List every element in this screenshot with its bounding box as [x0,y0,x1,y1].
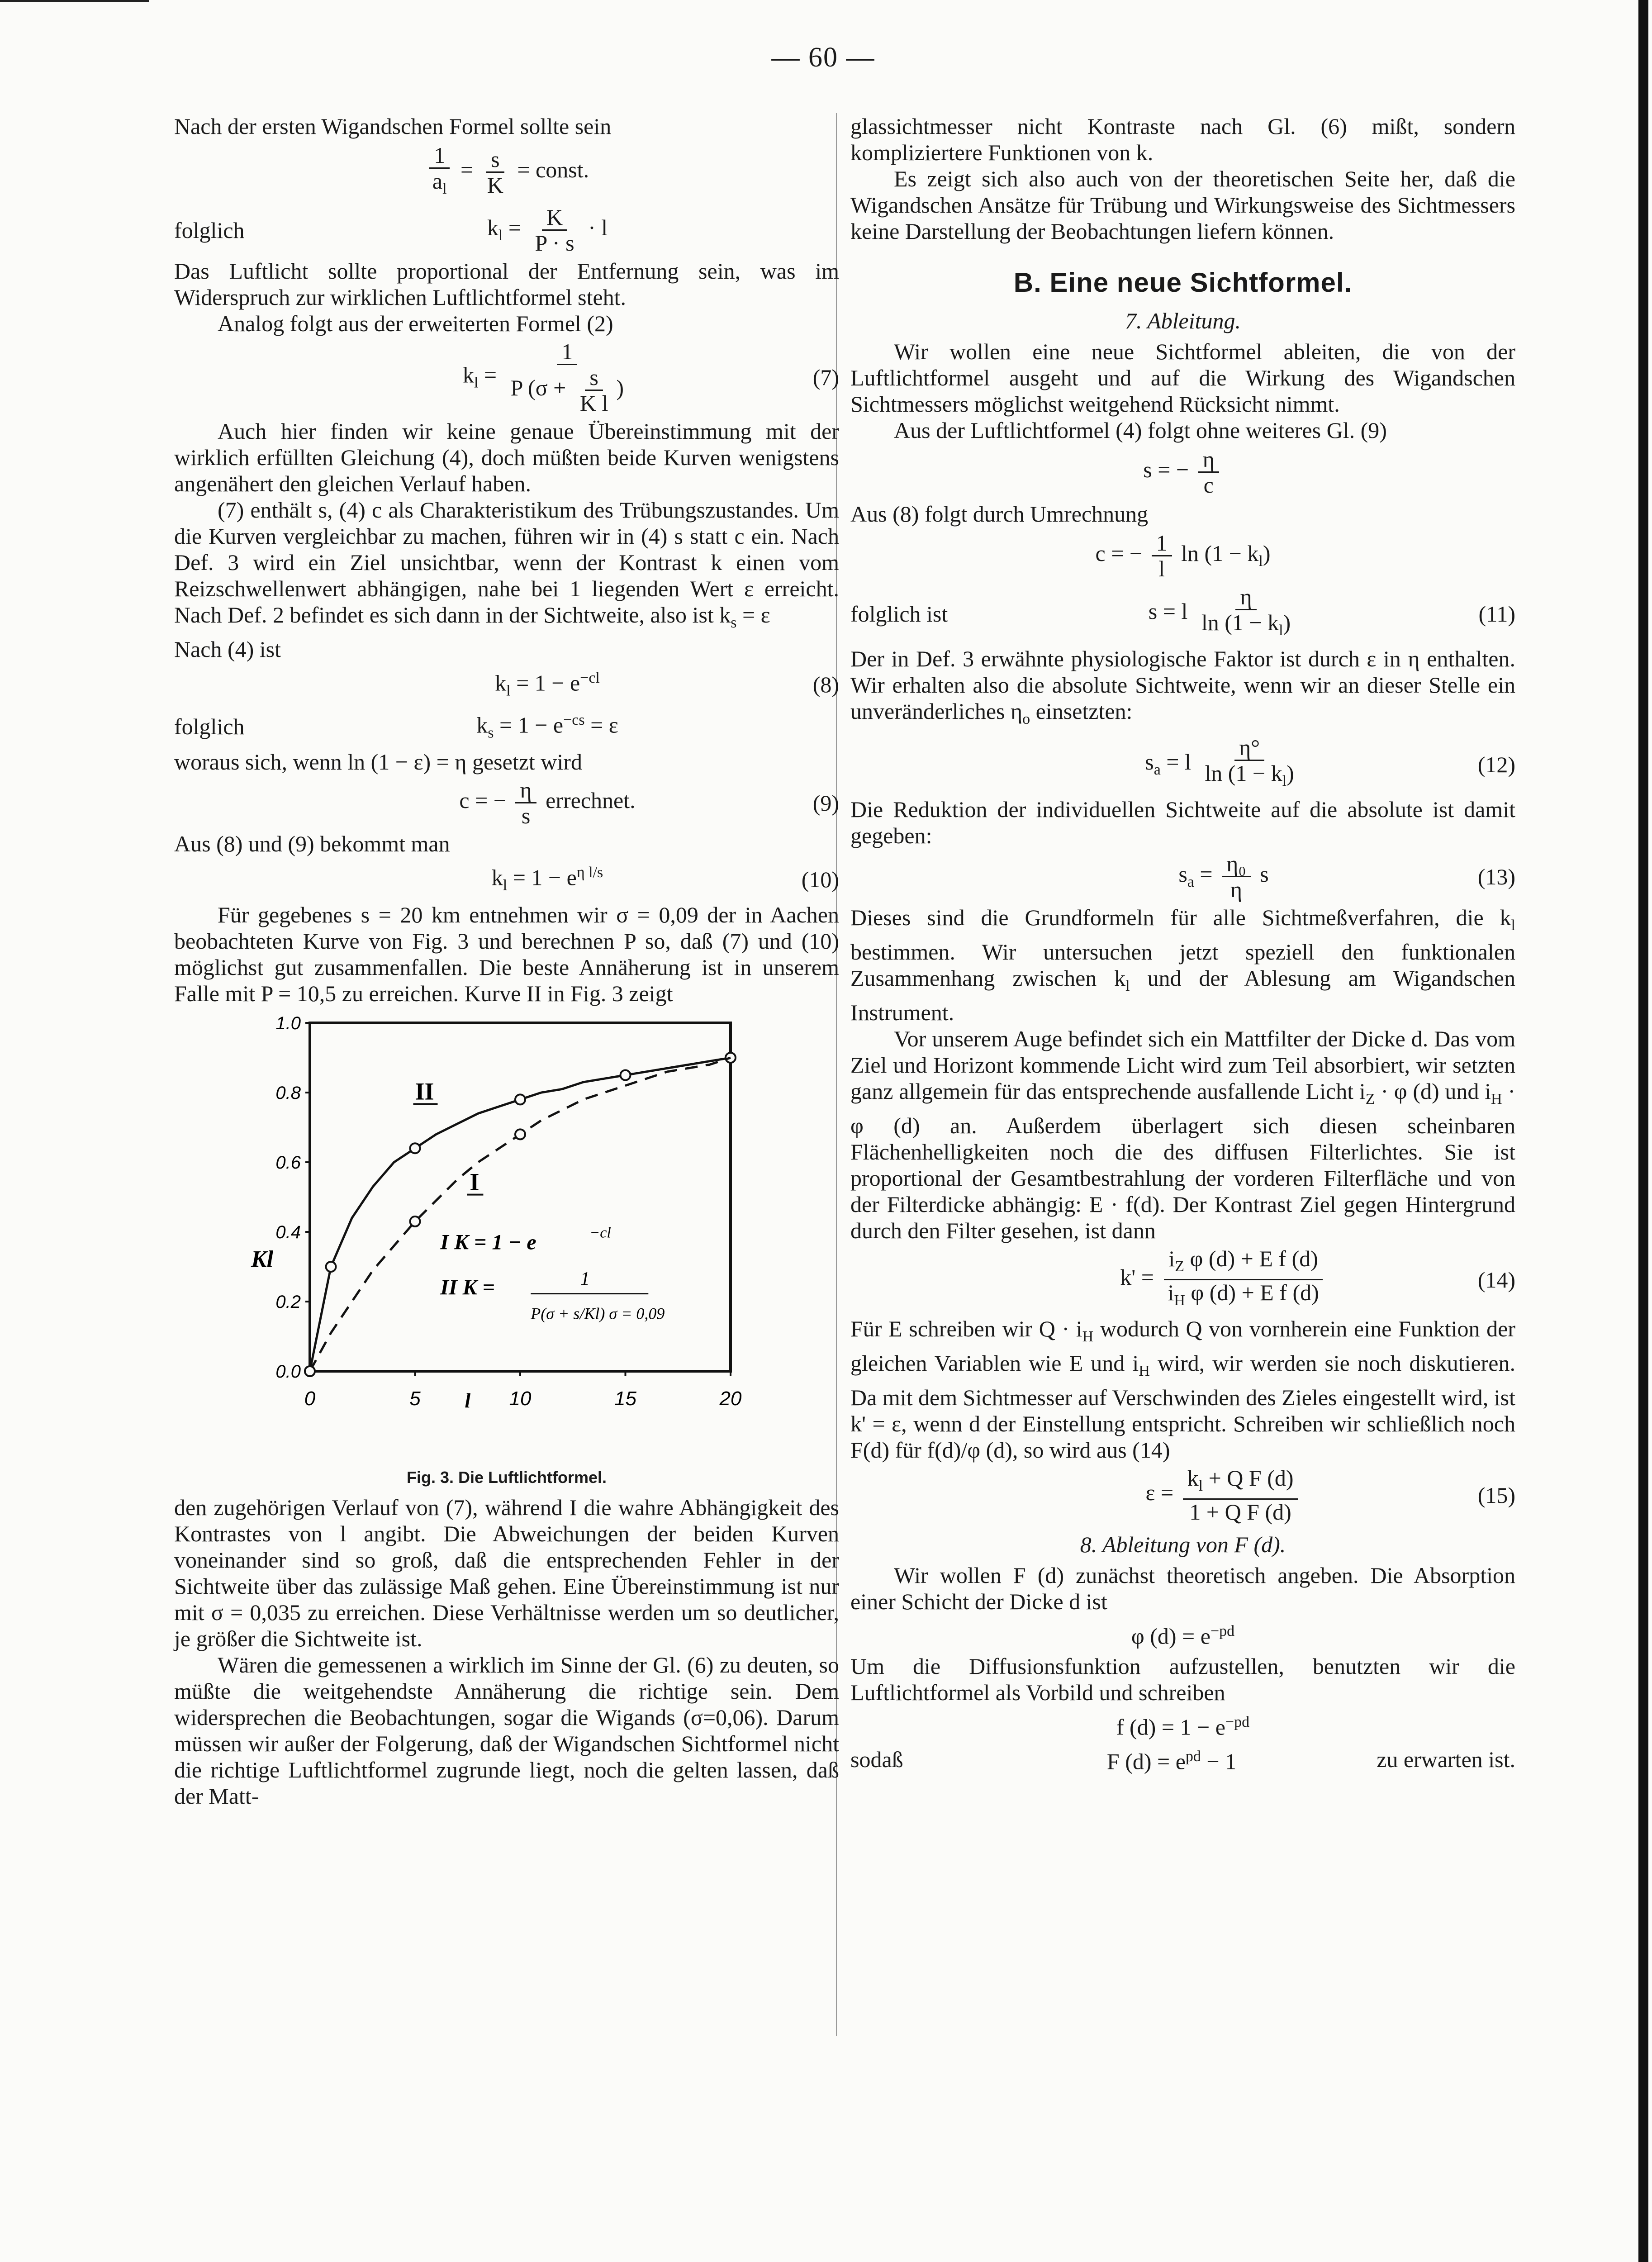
equation: c = − $\frac{1}{l}$ $\ln (1 - k_l)$ [1095,530,1271,581]
equation-7: $k_l$ = 1 P (σ + $\frac{s}{\text{K l}}$ ) (7) [462,339,839,416]
plot-frame [310,1023,731,1371]
y-tick-label: 0.4 [275,1222,301,1242]
equation: sodaß F $(d) = e^{pd} - 1$ zu erwarten ist. [850,1746,1515,1774]
paragraph: glassichtmesser nicht Kontraste nach Gl. (6) mißt, sondern kompliziertere Funktionen von k. [850,114,1515,165]
y-tick-label: 1.0 [275,1013,301,1033]
figure-3 [174,1009,839,1462]
right-column [850,113,1515,1777]
data-point [305,1366,315,1376]
equation-10: $k_l = 1 - e^{\eta l/s}$ (10) [491,864,839,894]
paragraph: Nach der ersten Wigandschen Formel sollte sein [174,114,612,139]
paragraph: woraus sich, wenn ln (1 − ε) = η gesetzt wird [174,749,582,775]
equation: $\frac{1}{a_l}$ = $\frac{s}{K}$ = const. [174,143,839,201]
paragraph: Das Luftlicht sollte proportional der Entfernung sein, was im Widerspruch zur wirklichen Luftlichtformel steht. [174,258,839,310]
legend-entry-I-exponent: −cl [589,1224,611,1241]
paragraph: Die Reduktion der individuellen Sichtweite auf die absolute ist damit gegeben: [850,797,1515,848]
page-number: — 60 — [771,42,875,73]
luftlicht-chart [174,1009,839,1462]
paragraph: Auch hier finden wir keine genaue Übereinstimmung mit der wirklich erfüllten Gleichung (4), doch müßten beide Kurven wenigstens angenähert den gleichen Verlauf haben. [174,418,839,496]
legend-entry-I: I K = 1 − e [440,1230,536,1255]
x-tick-label: 5 [409,1387,421,1410]
equation-12: $s_a = l$ $\frac{\eta^\circ}{\ln (1 - k_l)}$ (12) [1145,735,1515,789]
data-point [410,1143,420,1153]
paragraph: den zugehörigen Verlauf von (7), während I die wahre Abhängigkeit des Kontrastes von l angibt. Die Abweichungen der beiden Kurven voneinander sind so groß, daß die entsprechenden Fehler in der Sichtweite über das zulässige Maß gehen. Eine Übereinstimmung ist nur mit σ = 0,035 zu erreichen. Diese Verhältnisse werden um so deutlicher, je größer die Sichtweite ist. [174,1494,839,1651]
y-axis-label: Kl [251,1246,274,1272]
paragraph: (7) enthält s, (4) c als Charakteristikum des Trübungszustandes. Um die Kurven vergleichbar zu machen, führen wir in (4) s statt c ein. Nach Def. 3 wird ein Ziel unsichtbar, wenn der Kontrast k einen vom Reizschwellenwert abhängigen, nahe bei 1 liegenden Wert ε erreicht. Nach Def. 2 befindet es sich dann in der Sichtweite, also ist $k_s = \varepsilon$ [174,497,839,631]
paragraph: Analog folgt aus der erweiterten Formel (2) [218,311,613,336]
y-tick-label: 0.8 [275,1083,301,1103]
equation: s = − $\frac{\eta}{c}$ [850,447,1515,497]
left-column [174,113,839,1809]
y-tick-label: 0.6 [275,1152,301,1173]
x-axis-label: l [465,1388,471,1412]
paragraph: Wären die gemessenen a wirklich im Sinne der Gl. (6) zu deuten, so müßte die weitgehendste Annäherung die richtige sein. Dem widersprechen die Beobachtungen, sogar die Wigands (σ=0,06). Darum müssen wir außer der Folgerung, daß der Wigandschen Sichtformel nicht die richtige Luftlichtformel zugrunde liegt, noch die gelten lassen, daß der Matt- [174,1652,839,1809]
paragraph: Vor unserem Auge befindet sich ein Mattfilter der Dicke d. Das vom Ziel und Horizont kommende Licht wird zum Teil absorbiert, wir setzten ganz allgemein für das entsprechende ausfallende Licht $i_Z \cdot \varphi$ (d) und $i_H \cdot \varphi$ (d) an. Außerdem überlagert sich diesen scheinbaren Flächenhelligkeiten noch die des diffusen Filterlichtes. Sie ist proportional der Gesamtbestrahlung der vorderen Filterfläche und von der Filterdicke abhängig: E · f(d). Der Kontrast Ziel gegen Hintergrund durch den Filter gesehen, ist dann [850,1026,1515,1243]
y-tick-label: 0.2 [275,1292,301,1312]
equation: f $(d) = 1 - e^{-pd}$ [1116,1713,1250,1740]
x-tick-label: 0 [304,1387,316,1410]
paragraph: Wir wollen F (d) zunächst theoretisch angeben. Die Absorption einer Schicht der Dicke d ist [850,1563,1515,1614]
equation-14: k' = $\frac{i_Z \varphi (d) + E f (d)}{i_H \varphi (d) + E f (d)}$ (14) [1120,1246,1515,1309]
paragraph: Aus (8) folgt durch Umrechnung [850,501,1149,527]
data-point [515,1129,525,1139]
data-point [410,1217,420,1226]
paragraph: Der in Def. 3 erwähnte physiologische Faktor ist durch ε in η enthalten. Wir erhalten also die absolute Sichtweite, wenn wir an dieser Stelle ein unveränderliches $\eta_o$ einsetzten: [850,646,1515,727]
curve-label-II: II [415,1078,434,1105]
equation-15: ε = $\frac{k_l + Q F (d)}{\text{1 + Q F (d)}}$ (15) [1145,1465,1515,1525]
equation: folglich $k_l$ = $\frac{K}{P \cdot s}$ · l [174,204,608,256]
x-tick-label: 20 [719,1387,742,1410]
x-tick-label: 15 [614,1387,636,1410]
scan-edge [1638,0,1648,2262]
legend-entry-II: II K = [440,1275,495,1300]
equation-9: c = − $\frac{\eta}{s}$ errechnet. (9) [459,777,839,829]
y-tick-label: 0.0 [275,1361,301,1382]
section-heading: B. Eine neue Sichtformel. [1013,267,1353,298]
paragraph: Aus (8) und (9) bekommt man [174,831,450,857]
paragraph: Für E schreiben wir $Q \cdot i_H$ wodurch Q von vornherein eine Funktion der gleichen Variablen wie E und $i_H$ wird, wir werden sie noch diskutieren. Da mit dem Sichtmesser auf Verschwinden des Zieles eingestellt wird, ist k' = ε, wenn d der Einstellung entspricht. Schreiben wir schließlich noch F(d) für f(d)/φ (d), so wird aus (14) [850,1316,1515,1463]
paragraph: Wir wollen eine neue Sichtformel ableiten, die von der Luftlichtformel ausgeht und auf die Wirkung des Wigandschen Sichtmessers möglichst weitgehend Rücksicht nimmt. [850,339,1515,417]
equation-8: $k_l = 1 - e^{-cl}$ (8) [495,670,839,699]
equation-13: $s_a$ = $\frac{\text{η₀}}{\eta}$ s (13) [1178,851,1515,902]
equation: φ $(d) = e^{-pd}$ [1131,1623,1235,1649]
equation-11: folglich ist s = l $\frac{\eta}{\ln (1 - k_l)}$ (11) [850,584,1515,639]
data-point [515,1094,525,1104]
legend-entry-II-denominator: P(σ + s/Kl) σ = 0,09 [531,1304,665,1323]
paragraph: Für gegebenes s = 20 km entnehmen wir σ = 0,09 der in Aachen beobachteten Kurve von Fig. 3 und berechnen P so, daß (7) und (10) möglichst gut zusammenfallen. Die beste Annäherung ist in unserem Falle mit P = 10,5 zu erreichen. Kurve II in Fig. 3 zeigt [174,902,839,1006]
figure-caption: Fig. 3. Die Luftlichtformel. [406,1468,607,1487]
paragraph: Dieses sind die Grundformeln für alle Sichtmeßverfahren, die $k_l$ bestimmen. Wir untersuchen jetzt speziell den funktionalen Zusammenhang zwischen $k_l$ und der Ablesung am Wigandschen Instrument. [850,905,1515,1025]
equation: folglich $k_s = 1 - e^{-cs} = \varepsilon$ [174,711,618,741]
paragraph: Um die Diffusionsfunktion aufzustellen, benutzten wir die Luftlichtformel als Vorbild und schreiben [850,1653,1515,1705]
x-tick-label: 10 [509,1387,532,1410]
subsection-heading: 8. Ableitung von F (d). [1080,1532,1286,1557]
data-point [326,1262,336,1272]
subsection-heading: 7. Ableitung. [1125,308,1241,333]
paragraph: Aus der Luftlichtformel (4) folgt ohne weiteres Gl. (9) [894,418,1387,443]
data-point [621,1070,631,1080]
top-rule [0,0,149,2]
curve-label-I: I [470,1168,479,1196]
legend-entry-II-numerator: 1 [580,1269,590,1290]
paragraph: Nach (4) ist [174,637,281,662]
paragraph: Es zeigt sich also auch von der theoretischen Seite her, daß die Wigandschen Ansätze für Trübung und Wirkungsweise des Sichtmessers keine Darstellung der Beobachtungen liefern können. [850,166,1515,244]
